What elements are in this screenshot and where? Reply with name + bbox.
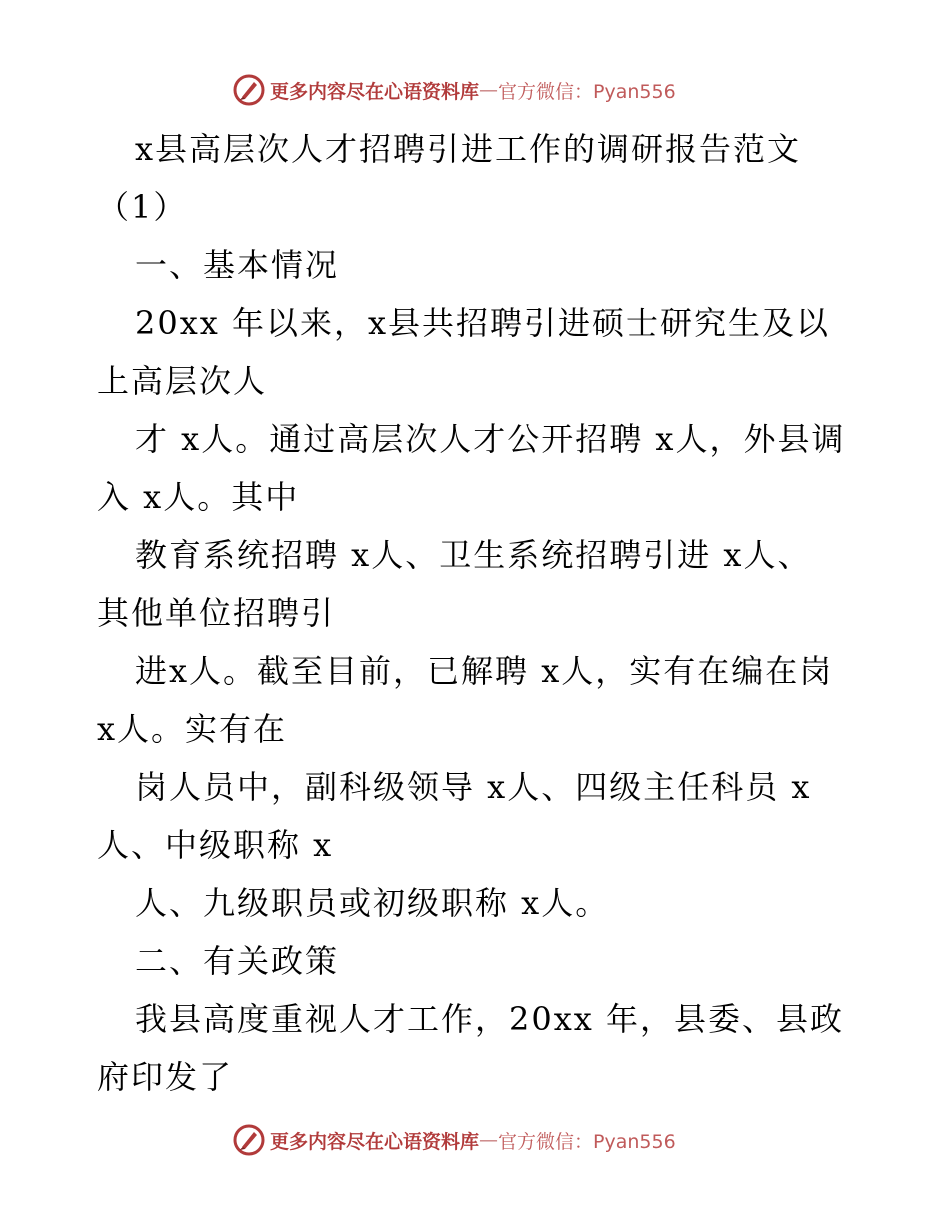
text-line: 入 x人。其中 (97, 478, 300, 516)
text-line: 教育系统招聘 x人、卫生系统招聘引进 x人、 (135, 536, 812, 574)
text-line: 二、有关政策 (135, 942, 340, 980)
text-line: 府印发了 (97, 1058, 234, 1096)
text-line: 其他单位招聘引 (97, 594, 336, 632)
text-line: 人、中级职称 x (97, 826, 334, 864)
text-line: （1） (97, 188, 188, 226)
header-watermark (232, 70, 676, 110)
text-line: x人。实有在 (97, 710, 288, 748)
watermark-wechat: 官方微信：Pyan556 (498, 1130, 676, 1153)
text-line: 岗人员中，副科级领导 x人、四级主任科员 x (135, 768, 812, 806)
text-line: 才 x人。通过高层次人才公开招聘 x人，外县调 (135, 420, 846, 458)
text-line: 上高层次人 (97, 362, 268, 400)
watermark-text: 更多内容尽在心语资料库 (270, 1130, 480, 1153)
watermark-separator: — (479, 1129, 499, 1151)
watermark-separator: — (479, 79, 499, 101)
text-line: 进x人。截至目前，已解聘 x人，实有在编在岗 (135, 652, 834, 690)
text-line: 人、九级职员或初级职称 x人。 (135, 884, 610, 922)
text-line: 一、基本情况 (135, 246, 340, 284)
footer-watermark (232, 1120, 676, 1160)
text-line: x县高层次人才招聘引进工作的调研报告范文 (135, 130, 802, 168)
document-body (97, 120, 867, 1106)
brush-logo-icon (232, 73, 266, 107)
watermark-wechat: 官方微信：Pyan556 (498, 80, 676, 103)
text-line: 20xx 年以来，x县共招聘引进硕士研究生及以 (135, 304, 831, 342)
watermark-text: 更多内容尽在心语资料库 (270, 80, 480, 103)
text-line: 我县高度重视人才工作，20xx 年，县委、县政 (135, 1000, 844, 1038)
brush-logo-icon (232, 1123, 266, 1157)
